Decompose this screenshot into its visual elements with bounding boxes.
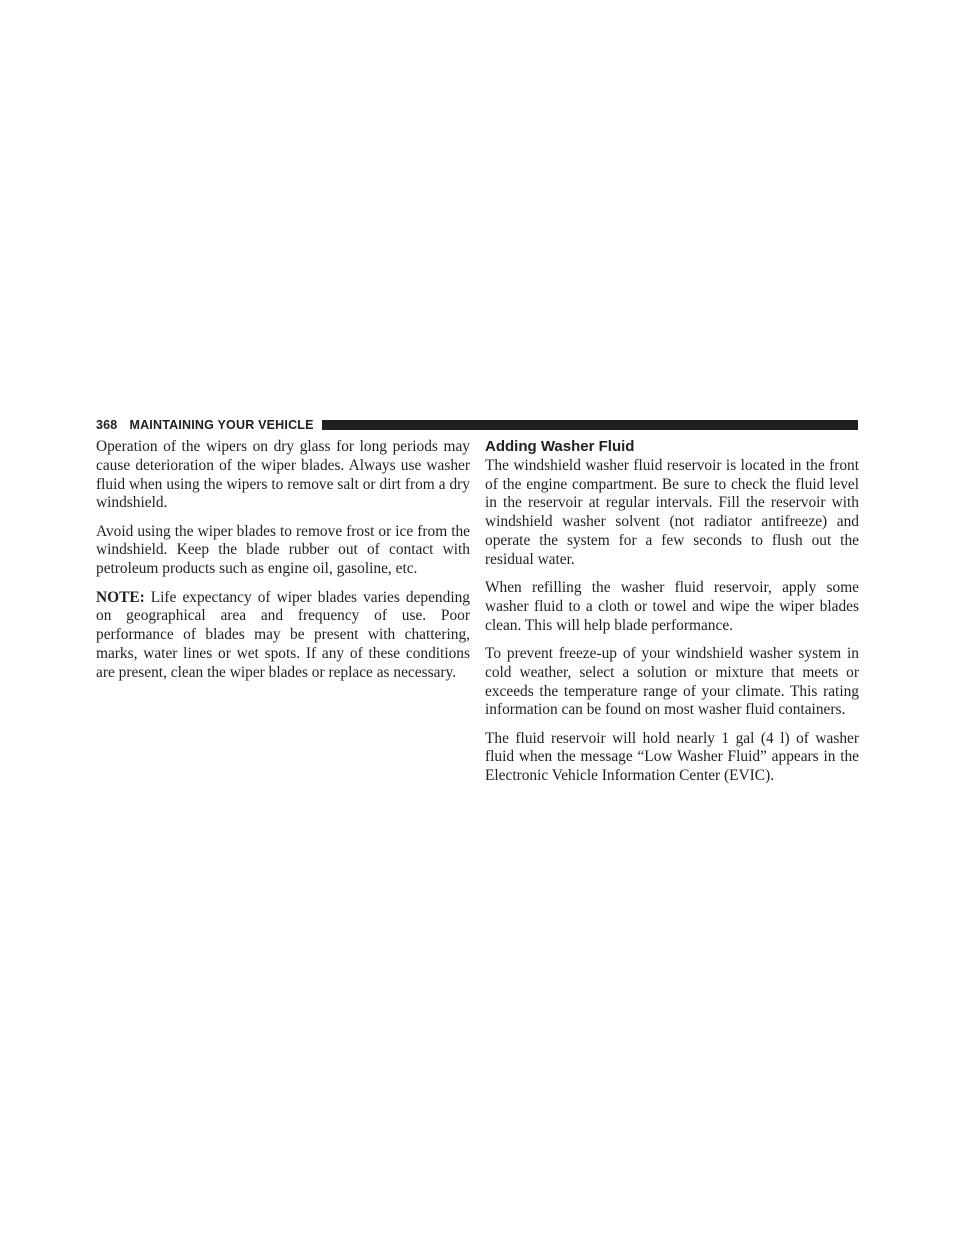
page-header (96, 417, 858, 432)
right-column (485, 438, 859, 796)
section-heading: Adding Washer Fluid (485, 438, 635, 455)
header-rule (322, 420, 858, 430)
note-text: Life expectancy of wiper blades varies depending on geographical area and frequency of use. Poor performance of blades may be present with chattering, marks, water lines or wet spots. If any of these conditions are present, clean the wiper blades or replace as necessary. (96, 588, 470, 681)
page-number: 368 (96, 417, 118, 432)
note-label: NOTE: (96, 588, 145, 606)
section-title: MAINTAINING YOUR VEHICLE (129, 417, 314, 432)
paragraph-freeze-up: To prevent freeze-up of your windshield washer system in cold weather, select a solution or mixture that meets or exceeds the temperature range of your climate. This rating information can be found on most washer fluid containers. (485, 644, 859, 719)
paragraph-reservoir-location: The windshield washer fluid reservoir is located in the front of the engine compartment. Be sure to check the fluid level in the reservoir at regular intervals. Fill the reservoir with windshield washer solvent (not radiator antifreeze) and operate the system for a few seconds to flush out the residual water. (485, 456, 859, 568)
paragraph-refilling: When refilling the washer fluid reservoir, apply some washer fluid to a cloth or towel and wipe the wiper blades clean. This will help blade performance. (485, 579, 859, 634)
paragraph-wiper-frost: Avoid using the wiper blades to remove frost or ice from the windshield. Keep the blade rubber out of contact with petroleum products such as engine oil, gasoline, etc. (96, 522, 470, 578)
left-column (96, 438, 470, 692)
note-paragraph (96, 589, 470, 683)
paragraph-reservoir-capacity: The fluid reservoir will hold nearly 1 gal (4 l) of washer fluid when the message “Low Washer Fluid” appears in the Electronic Vehicle Information Center (EVIC). (485, 729, 859, 785)
paragraph-wiper-operation: Operation of the wipers on dry glass for long periods may cause deterioration of the wiper blades. Always use washer fluid when using the wipers to remove salt or dirt from a dry windshield. (96, 438, 470, 512)
